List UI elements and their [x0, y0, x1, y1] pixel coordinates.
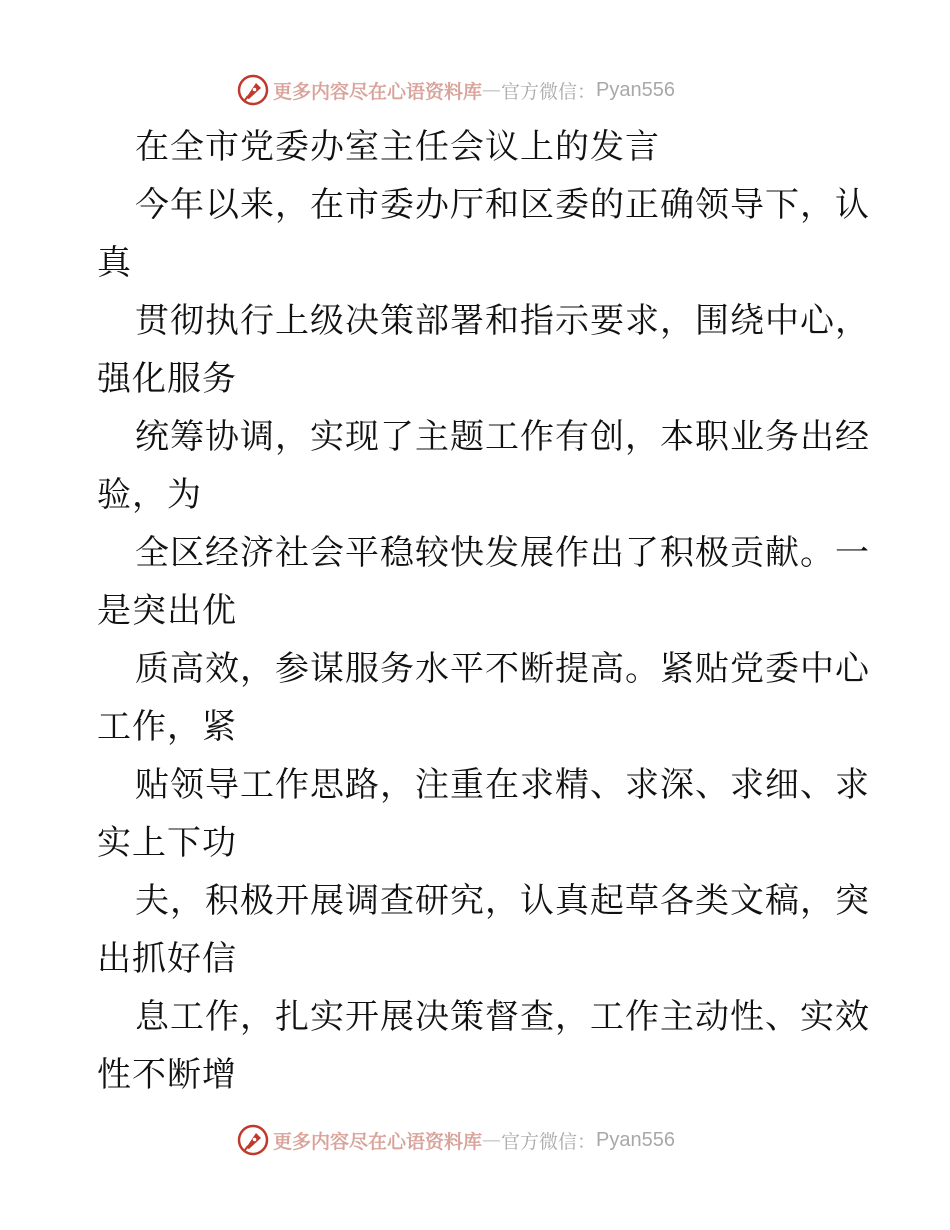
paragraph-line: 贯彻执行上级决策部署和指示要求，围绕中心， [135, 301, 870, 341]
paragraph-line: 息工作，扎实开展决策督查，工作主动性、实效 [135, 997, 870, 1037]
document-title: 在全市党委办室主任会议上的发言 [135, 127, 660, 167]
footer-watermark [237, 1122, 675, 1158]
paragraph-line: 强化服务 [97, 359, 237, 399]
paragraph-line: 实上下功 [97, 823, 237, 863]
pen-nib-icon [237, 74, 269, 106]
watermark-wechat-id: Pyan556 [596, 1128, 675, 1151]
paragraph-line: 贴领导工作思路，注重在求精、求深、求细、求 [135, 765, 870, 805]
paragraph-line: 统筹协调，实现了主题工作有创，本职业务出经 [135, 417, 870, 457]
paragraph-line: 质高效，参谋服务水平不断提高。紧贴党委中心 [135, 649, 870, 689]
pen-nib-icon [237, 1124, 269, 1156]
watermark-dash: — [482, 1129, 502, 1151]
watermark-dash: — [482, 79, 502, 101]
paragraph-line: 是突出优 [97, 591, 237, 631]
watermark-site-text: 更多内容尽在心语资料库 [273, 80, 483, 103]
paragraph-line: 今年以来，在市委办厅和区委的正确领导下，认 [135, 185, 870, 225]
paragraph-line: 性不断增 [97, 1055, 237, 1095]
watermark-wechat-label: 官方微信： [501, 80, 597, 103]
header-watermark [237, 72, 675, 108]
watermark-wechat-label: 官方微信： [501, 1130, 597, 1153]
paragraph-line: 验，为 [97, 475, 202, 515]
paragraph-line: 夫，积极开展调查研究，认真起草各类文稿，突 [135, 881, 870, 921]
paragraph-line: 真 [97, 243, 132, 283]
watermark-wechat-id: Pyan556 [596, 78, 675, 101]
paragraph-line: 工作，紧 [97, 707, 237, 747]
paragraph-line: 出抓好信 [97, 939, 237, 979]
paragraph-line: 全区经济社会平稳较快发展作出了积极贡献。一 [135, 533, 870, 573]
watermark-site-text: 更多内容尽在心语资料库 [273, 1130, 483, 1153]
